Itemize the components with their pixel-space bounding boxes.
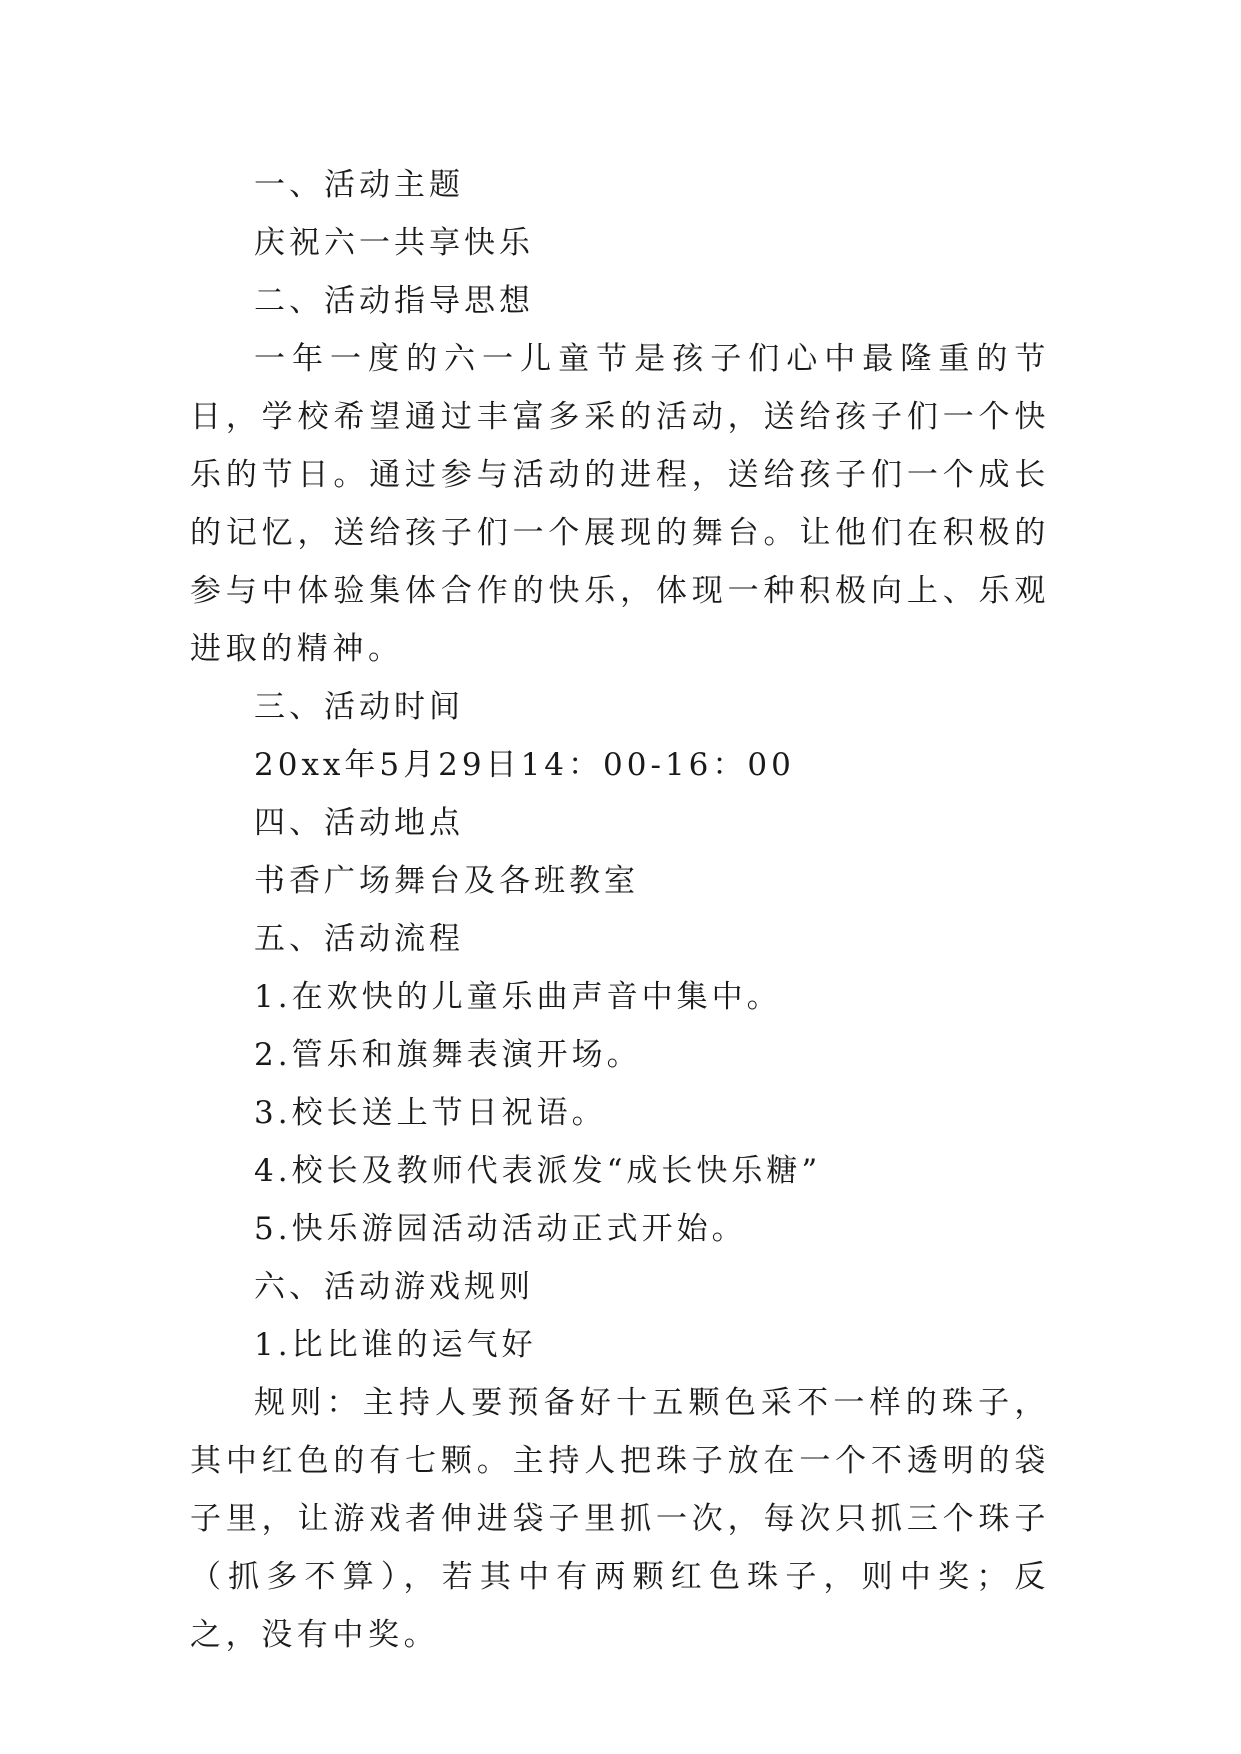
activity-time-text: 20xx年5月29日14：00-16：00 — [254, 747, 795, 783]
heading-activity-time: 三、活动时间 — [254, 689, 464, 725]
document-body — [190, 156, 1050, 1664]
process-item: 2.管乐和旗舞表演开场。 — [254, 1037, 642, 1073]
heading-game-rules: 六、活动游戏规则 — [254, 1269, 534, 1305]
guiding-idea-paragraph: 一年一度的六一儿童节是孩子们心中最隆重的节日，学校希望通过丰富多采的活动，送给孩子们一个快乐的节日。通过参与活动的进程，送给孩子们一个成长的记忆，送给孩子们一个展现的舞台。让他们在积极的参与中体验集体合作的快乐，体现一种积极向上、乐观进取的精神。 — [190, 341, 1050, 667]
process-item: 3.校长送上节日祝语。 — [254, 1095, 607, 1131]
game-title: 1.比比谁的运气好 — [254, 1327, 537, 1363]
process-item: 5.快乐游园活动活动正式开始。 — [254, 1211, 747, 1247]
heading-activity-location: 四、活动地点 — [254, 805, 464, 841]
process-item: 1.在欢快的儿童乐曲声音中集中。 — [254, 979, 782, 1015]
activity-theme-text: 庆祝六一共享快乐 — [254, 225, 534, 261]
heading-activity-theme: 一、活动主题 — [254, 167, 464, 203]
process-item: 4.校长及教师代表派发“成长快乐糖” — [254, 1153, 822, 1189]
game-rules-paragraph: 规则：主持人要预备好十五颗色采不一样的珠子，其中红色的有七颗。主持人把珠子放在一个不透明的袋子里，让游戏者伸进袋子里抓一次，每次只抓三个珠子（抓多不算），若其中有两颗红色珠子，则中奖；反之，没有中奖。 — [190, 1385, 1050, 1653]
activity-location-text: 书香广场舞台及各班教室 — [254, 863, 639, 899]
heading-activity-process: 五、活动流程 — [254, 921, 464, 957]
heading-guiding-idea: 二、活动指导思想 — [254, 283, 534, 319]
